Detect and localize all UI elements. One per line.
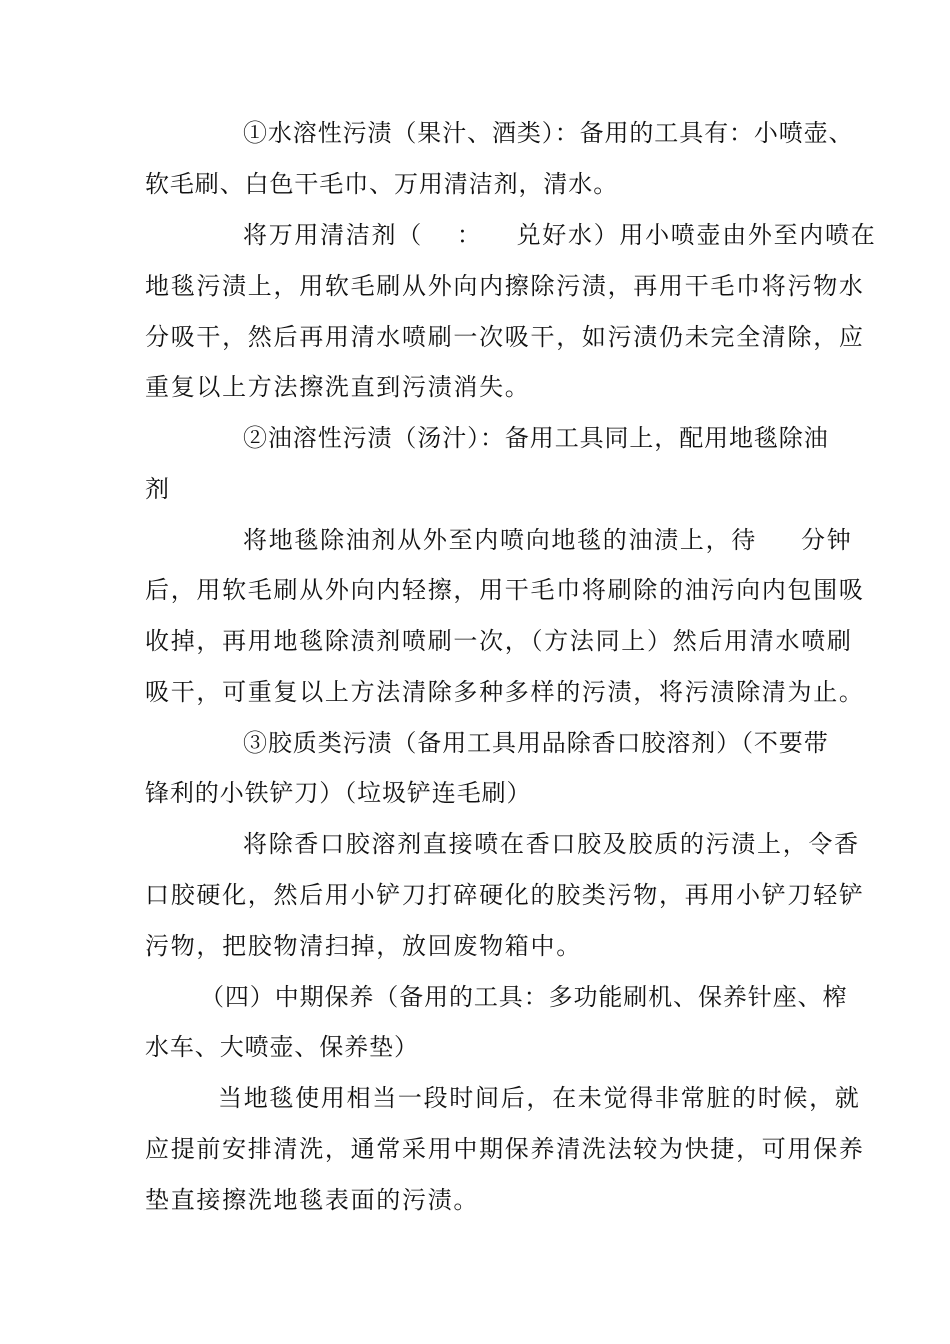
text-fragment: 分钟	[801, 526, 853, 554]
text-fragment: ：	[456, 221, 483, 249]
text-line	[243, 520, 950, 560]
text-line: ③胶质类污渍（备用工具用品除香口胶溶剂）（不要带	[243, 729, 829, 757]
text-fragment: 兑好水）用小喷壶由外至内喷在	[516, 221, 877, 249]
text-line: 吸干，可重复以上方法清除多种多样的污渍，将污渍除清为止。	[145, 678, 865, 706]
text-line: 剂	[145, 475, 170, 503]
text-line: 污物，把胶物清扫掉，放回废物箱中。	[145, 932, 582, 960]
text-line: 水车、大喷壶、保养垫）	[145, 1033, 419, 1061]
text-line: 重复以上方法擦洗直到污渍消失。	[145, 373, 531, 401]
text-line: 地毯污渍上，用软毛刷从外向内擦除污渍，再用干毛巾将污物水	[145, 272, 865, 300]
text-line: （四）中期保养（备用的工具：多功能刷机、保养针座、榨	[200, 983, 848, 1011]
text-line: 软毛刷、白色干毛巾、万用清洁剂，清水。	[145, 170, 619, 198]
text-line: ②油溶性污渍（汤汁）：备用工具同上，配用地毯除油	[243, 424, 829, 452]
text-line: 口胶硬化，然后用小铲刀打碎硬化的胶类污物，再用小铲刀轻铲	[145, 881, 865, 909]
text-line: ①水溶性污渍（果汁、酒类）：备用的工具有：小喷壶、	[243, 119, 854, 147]
text-line: 分吸干，然后再用清水喷刷一次吸干，如污渍仍未完全清除，应	[145, 323, 865, 351]
text-line: 将除香口胶溶剂直接喷在香口胶及胶质的污渍上，令香	[243, 830, 860, 858]
text-line: 当地毯使用相当一段时间后，在未觉得非常脏的时候，就	[218, 1084, 861, 1112]
text-line: 垫直接擦洗地毯表面的污渍。	[145, 1186, 480, 1214]
text-line: 锋利的小铁铲刀）（垃圾铲连毛刷）	[145, 779, 532, 807]
text-line: 收掉，再用地毯除渍剂喷刷一次，（方法同上）然后用清水喷刷	[145, 627, 853, 655]
text-line: 后，用软毛刷从外向内轻擦，用干毛巾将刷除的油污向内包围吸	[145, 576, 865, 604]
text-fragment: 将地毯除油剂从外至内喷向地毯的油渍上，待	[243, 526, 757, 554]
text-line	[243, 215, 950, 255]
text-line: 应提前安排清洗，通常采用中期保养清洗法较为快捷，可用保养	[145, 1135, 865, 1163]
text-fragment: 将万用清洁剂（	[243, 221, 423, 249]
